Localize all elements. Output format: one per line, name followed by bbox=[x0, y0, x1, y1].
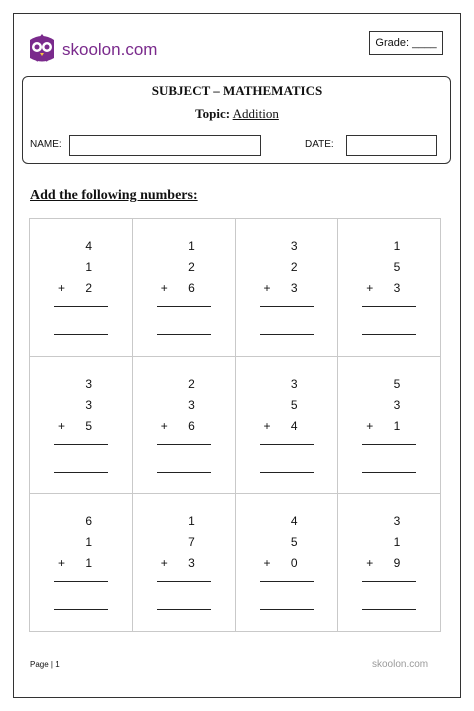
sum-line bbox=[157, 581, 211, 582]
answer-line bbox=[54, 334, 108, 335]
answer-line bbox=[54, 472, 108, 473]
plus-sign: + bbox=[366, 556, 374, 571]
answer-line bbox=[260, 334, 314, 335]
problem-cell bbox=[133, 219, 236, 357]
addend-third: 9 bbox=[393, 556, 401, 571]
plus-sign: + bbox=[160, 418, 168, 433]
answer-line bbox=[157, 472, 211, 473]
name-field[interactable] bbox=[69, 135, 261, 156]
answer-line bbox=[54, 609, 108, 610]
instructions-heading: Add the following numbers: bbox=[30, 188, 198, 203]
plus-sign: + bbox=[160, 281, 168, 295]
problem-cell bbox=[338, 357, 441, 495]
problem-cell bbox=[236, 494, 339, 632]
answer-line bbox=[362, 472, 416, 473]
problem-cell bbox=[236, 357, 339, 495]
addend-third: 6 bbox=[188, 281, 195, 295]
addend-first: 5 bbox=[393, 376, 401, 391]
answer-line bbox=[157, 334, 211, 335]
problem-cell bbox=[338, 219, 441, 357]
addend-first: 4 bbox=[290, 514, 298, 529]
addend-first: 3 bbox=[393, 514, 401, 529]
answer-line bbox=[362, 334, 416, 335]
sum-line bbox=[260, 581, 314, 582]
addend-first: 3 bbox=[85, 376, 92, 391]
addend-first: 1 bbox=[188, 514, 195, 529]
addend-first: 1 bbox=[188, 239, 195, 253]
name-label: NAME: bbox=[30, 139, 62, 150]
addend-first: 6 bbox=[85, 514, 92, 529]
sum-line bbox=[362, 306, 416, 307]
problem-cell bbox=[30, 219, 133, 357]
subject-title: SUBJECT – MATHEMATICS bbox=[151, 83, 323, 98]
plus-sign: + bbox=[366, 418, 374, 433]
problem-cell bbox=[30, 494, 133, 632]
addend-second: 3 bbox=[393, 397, 401, 412]
problem-cell bbox=[133, 357, 236, 495]
addend-first: 2 bbox=[188, 376, 195, 391]
page-number: Page | 1 bbox=[30, 660, 60, 669]
addend-first: 3 bbox=[290, 239, 298, 253]
sum-line bbox=[157, 444, 211, 445]
addend-second: 1 bbox=[85, 535, 92, 550]
addend-third: 4 bbox=[290, 418, 298, 433]
date-label: DATE: bbox=[305, 139, 334, 150]
addend-third: 3 bbox=[393, 281, 401, 295]
answer-line bbox=[362, 609, 416, 610]
addend-second: 5 bbox=[393, 260, 401, 274]
topic-value: Addition bbox=[232, 106, 279, 121]
addend-second: 7 bbox=[188, 535, 195, 550]
addend-first: 3 bbox=[290, 376, 298, 391]
addend-second: 3 bbox=[188, 397, 195, 412]
sum-line bbox=[260, 444, 314, 445]
addend-first: 1 bbox=[393, 239, 401, 253]
addend-third: 1 bbox=[393, 418, 401, 433]
owl-logo-icon bbox=[24, 30, 60, 66]
addend-second: 2 bbox=[188, 260, 195, 274]
addend-second: 5 bbox=[290, 535, 298, 550]
sum-line bbox=[362, 581, 416, 582]
problem-cell bbox=[133, 494, 236, 632]
addend-third: 2 bbox=[85, 281, 92, 295]
problem-grid bbox=[29, 218, 441, 632]
problem-cell bbox=[30, 357, 133, 495]
addend-second: 1 bbox=[85, 260, 92, 274]
problem-cell bbox=[236, 219, 339, 357]
sum-line bbox=[362, 444, 416, 445]
addend-third: 3 bbox=[290, 281, 298, 295]
plus-sign: + bbox=[58, 418, 66, 433]
answer-line bbox=[157, 609, 211, 610]
plus-sign: + bbox=[263, 556, 271, 571]
addend-third: 6 bbox=[188, 418, 195, 433]
problem-cell bbox=[338, 494, 441, 632]
plus-sign: + bbox=[263, 281, 271, 295]
addend-third: 5 bbox=[85, 418, 92, 433]
footer-site: skoolon.com bbox=[372, 659, 429, 670]
sum-line bbox=[54, 444, 108, 445]
sum-line bbox=[54, 306, 108, 307]
grade-field: Grade: ____ bbox=[369, 31, 443, 55]
topic-line bbox=[0, 106, 474, 122]
topic-label: Topic: bbox=[195, 106, 231, 121]
addend-second: 3 bbox=[85, 397, 92, 412]
brand-name: skoolon.com bbox=[62, 40, 158, 59]
plus-sign: + bbox=[160, 556, 168, 571]
addend-third: 1 bbox=[85, 556, 92, 571]
sum-line bbox=[157, 306, 211, 307]
date-field[interactable] bbox=[346, 135, 437, 156]
addend-third: 3 bbox=[188, 556, 195, 571]
answer-line bbox=[260, 609, 314, 610]
plus-sign: + bbox=[366, 281, 374, 295]
plus-sign: + bbox=[263, 418, 271, 433]
plus-sign: + bbox=[58, 556, 66, 571]
addend-first: 4 bbox=[85, 239, 92, 253]
addend-second: 1 bbox=[393, 535, 401, 550]
sum-line bbox=[54, 581, 108, 582]
answer-line bbox=[260, 472, 314, 473]
addend-second: 5 bbox=[290, 397, 298, 412]
plus-sign: + bbox=[58, 281, 66, 295]
addend-second: 2 bbox=[290, 260, 298, 274]
addend-third: 0 bbox=[290, 556, 298, 571]
sum-line bbox=[260, 306, 314, 307]
